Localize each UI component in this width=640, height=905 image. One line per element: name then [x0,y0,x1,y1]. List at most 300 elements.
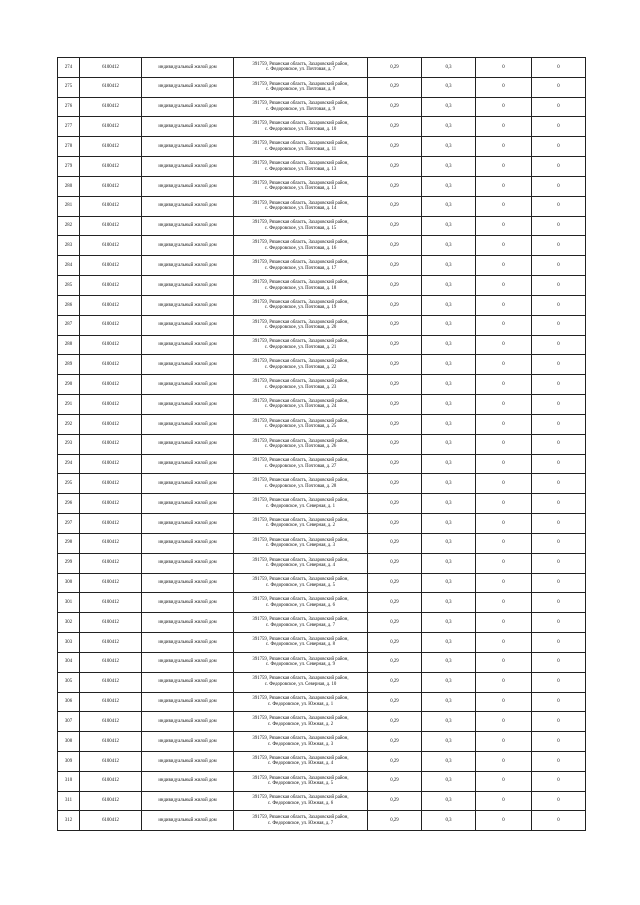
object-type-cell: индивидуальный жилой дом [142,811,234,831]
value-2-cell: 0,3 [422,236,476,256]
table-row [58,176,586,196]
object-type-cell: индивидуальный жилой дом [142,77,234,97]
address-line-region: 391759, Рязанская область, Захаровский район, [252,121,349,127]
value-4-cell: 0 [532,672,586,692]
object-type-cell: индивидуальный жилой дом [142,751,234,771]
address-line-region: 391759, Рязанская область, Захаровский район, [252,617,349,622]
value-4-cell: 0 [532,494,586,514]
value-1-cell: 0,29 [368,395,422,415]
address-cell [234,454,368,474]
table-row [58,276,586,296]
value-1-cell: 0,29 [368,514,422,534]
value-4-cell: 0 [532,474,586,494]
address-line-region: 391759, Рязанская область, Захаровский район, [252,438,349,444]
address-line-region: 391759, Рязанская область, Захаровский район, [252,636,349,642]
object-type-cell: индивидуальный жилой дом [142,117,234,137]
object-type-cell: индивидуальный жилой дом [142,633,234,653]
row-number-cell: 293 [58,434,80,454]
code-cell: 6100412 [80,454,142,474]
address-line-region: 391759, Рязанская область, Захаровский район, [252,537,349,543]
address-line-region: 391759, Рязанская область, Захаровский район, [252,359,349,365]
table-row [58,633,586,653]
value-3-cell: 0 [476,553,532,573]
address-line-region: 391759, Рязанская область, Захаровский район, [252,597,349,603]
object-type-cell: индивидуальный жилой дом [142,335,234,355]
address-cell [234,216,368,236]
object-type-cell: индивидуальный жилой дом [142,771,234,791]
code-cell: 6100412 [80,276,142,296]
value-2-cell: 0,3 [422,494,476,514]
table-row [58,295,586,315]
object-type-cell: индивидуальный жилой дом [142,454,234,474]
value-3-cell: 0 [476,692,532,712]
address-cell [234,117,368,137]
value-1-cell: 0,29 [368,791,422,811]
code-cell: 6100412 [80,672,142,692]
address-cell [234,236,368,256]
value-2-cell: 0,3 [422,375,476,395]
value-4-cell: 0 [532,157,586,177]
address-cell [234,652,368,672]
table-row [58,732,586,752]
value-1-cell: 0,29 [368,216,422,236]
value-4-cell: 0 [532,434,586,454]
code-cell: 6100412 [80,97,142,117]
object-type-cell: индивидуальный жилой дом [142,196,234,216]
code-cell: 6100412 [80,137,142,157]
address-line-region: 391759, Рязанская область, Захаровский район, [252,101,349,107]
address-line-street: с. Федоровское, ул. Почтовая, д. 25 [264,424,337,430]
address-cell [234,335,368,355]
value-4-cell: 0 [532,117,586,137]
value-3-cell: 0 [476,533,532,553]
row-number-cell: 282 [58,216,80,236]
address-cell [234,276,368,296]
address-line-street: с. Федоровское, ул. Почтовая, д. 14 [264,206,337,212]
value-4-cell: 0 [532,533,586,553]
object-type-cell: индивидуальный жилой дом [142,474,234,494]
address-line-street: с. Федоровское, ул. Южная, д. 6 [267,801,334,807]
row-number-cell: 312 [58,811,80,831]
address-line-street: с. Федоровское, ул. Почтовая, д. 8 [265,87,336,93]
code-cell: 6100412 [80,751,142,771]
value-4-cell: 0 [532,573,586,593]
value-1-cell: 0,29 [368,295,422,315]
address-line-street: с. Федоровское, ул. Северная, д. 6 [265,602,336,608]
value-1-cell: 0,29 [368,474,422,494]
address-line-street: с. Федоровское, ул. Почтовая, д. 15 [264,226,337,232]
table-row [58,77,586,97]
object-type-cell: индивидуальный жилой дом [142,315,234,335]
code-cell: 6100412 [80,335,142,355]
row-number-cell: 294 [58,454,80,474]
row-number-cell: 295 [58,474,80,494]
row-number-cell: 275 [58,77,80,97]
address-line-street: с. Федоровское, ул. Почтовая, д. 23 [264,384,337,390]
value-4-cell: 0 [532,414,586,434]
address-cell [234,553,368,573]
object-type-cell: индивидуальный жилой дом [142,712,234,732]
value-1-cell: 0,29 [368,494,422,514]
value-1-cell: 0,29 [368,236,422,256]
table-row [58,216,586,236]
value-2-cell: 0,3 [422,593,476,613]
address-line-street: с. Федоровское, ул. Северная, д. 1 [265,503,336,509]
code-cell: 6100412 [80,494,142,514]
object-type-cell: индивидуальный жилой дом [142,276,234,296]
row-number-cell: 290 [58,375,80,395]
code-cell: 6100412 [80,196,142,216]
address-cell [234,58,368,78]
row-number-cell: 292 [58,414,80,434]
value-3-cell: 0 [476,672,532,692]
address-line-street: с. Федоровское, ул. Почтовая, д. 11 [264,146,337,152]
address-line-region: 391759, Рязанская область, Захаровский район, [252,339,349,345]
code-cell: 6100412 [80,613,142,633]
address-line-region: 391759, Рязанская область, Захаровский район, [252,141,349,147]
address-cell [234,375,368,395]
address-line-region: 391759, Рязанская область, Захаровский район, [252,498,349,504]
value-3-cell: 0 [476,58,532,78]
value-1-cell: 0,29 [368,157,422,177]
address-cell [234,751,368,771]
address-line-street: с. Федоровское, ул. Северная, д. 4 [265,563,336,569]
value-1-cell: 0,29 [368,335,422,355]
value-2-cell: 0,3 [422,137,476,157]
address-cell [234,474,368,494]
address-cell [234,672,368,692]
row-number-cell: 279 [58,157,80,177]
object-type-cell: индивидуальный жилой дом [142,295,234,315]
row-number-cell: 277 [58,117,80,137]
object-type-cell: индивидуальный жилой дом [142,494,234,514]
value-3-cell: 0 [476,732,532,752]
value-3-cell: 0 [476,295,532,315]
table-row [58,256,586,276]
code-cell: 6100412 [80,77,142,97]
table-row [58,335,586,355]
code-cell: 6100412 [80,811,142,831]
table-row [58,712,586,732]
value-2-cell: 0,3 [422,573,476,593]
table-row [58,771,586,791]
value-2-cell: 0,3 [422,395,476,415]
value-3-cell: 0 [476,434,532,454]
address-cell [234,514,368,534]
value-1-cell: 0,29 [368,732,422,752]
object-type-cell: индивидуальный жилой дом [142,355,234,375]
address-line-street: с. Федоровское, ул. Южная, д. 4 [267,761,334,767]
address-line-region: 391759, Рязанская область, Захаровский район, [252,160,349,166]
value-1-cell: 0,29 [368,117,422,137]
object-type-cell: индивидуальный жилой дом [142,176,234,196]
value-3-cell: 0 [476,633,532,653]
value-1-cell: 0,29 [368,58,422,78]
value-3-cell: 0 [476,791,532,811]
value-1-cell: 0,29 [368,811,422,831]
value-2-cell: 0,3 [422,533,476,553]
value-4-cell: 0 [532,613,586,633]
code-cell: 6100412 [80,58,142,78]
value-1-cell: 0,29 [368,434,422,454]
value-2-cell: 0,3 [422,355,476,375]
value-2-cell: 0,3 [422,712,476,732]
value-2-cell: 0,3 [422,751,476,771]
code-cell: 6100412 [80,771,142,791]
row-number-cell: 299 [58,553,80,573]
row-number-cell: 305 [58,672,80,692]
address-cell [234,256,368,276]
table-row [58,157,586,177]
address-line-street: с. Федоровское, ул. Северная, д. 8 [265,642,336,648]
address-line-street: с. Федоровское, ул. Южная, д. 1 [267,701,334,707]
table-row [58,751,586,771]
address-cell [234,315,368,335]
address-line-region: 391759, Рязанская область, Захаровский район, [252,577,349,583]
code-cell: 6100412 [80,712,142,732]
object-type-cell: индивидуальный жилой дом [142,533,234,553]
value-1-cell: 0,29 [368,176,422,196]
row-number-cell: 286 [58,295,80,315]
value-2-cell: 0,3 [422,633,476,653]
registry-body [58,58,586,831]
address-line-street: с. Федоровское, ул. Почтовая, д. 9 [265,107,336,113]
value-1-cell: 0,29 [368,137,422,157]
table-row [58,137,586,157]
row-number-cell: 281 [58,196,80,216]
value-3-cell: 0 [476,474,532,494]
row-number-cell: 308 [58,732,80,752]
address-line-region: 391759, Рязанская область, Захаровский район, [252,398,349,404]
value-4-cell: 0 [532,58,586,78]
value-3-cell: 0 [476,751,532,771]
value-2-cell: 0,3 [422,196,476,216]
value-1-cell: 0,29 [368,553,422,573]
object-type-cell: индивидуальный жилой дом [142,672,234,692]
address-cell [234,295,368,315]
address-cell [234,196,368,216]
address-line-region: 391759, Рязанская область, Захаровский район, [252,696,349,702]
row-number-cell: 285 [58,276,80,296]
table-row [58,533,586,553]
row-number-cell: 291 [58,395,80,415]
value-4-cell: 0 [532,315,586,335]
value-3-cell: 0 [476,712,532,732]
table-row [58,196,586,216]
code-cell: 6100412 [80,434,142,454]
code-cell: 6100412 [80,533,142,553]
code-cell: 6100412 [80,593,142,613]
value-1-cell: 0,29 [368,355,422,375]
value-2-cell: 0,3 [422,276,476,296]
address-cell [234,355,368,375]
code-cell: 6100412 [80,355,142,375]
value-4-cell: 0 [532,97,586,117]
object-type-cell: индивидуальный жилой дом [142,732,234,752]
code-cell: 6100412 [80,375,142,395]
object-type-cell: индивидуальный жилой дом [142,256,234,276]
value-2-cell: 0,3 [422,732,476,752]
code-cell: 6100412 [80,236,142,256]
table-row [58,236,586,256]
value-1-cell: 0,29 [368,712,422,732]
value-2-cell: 0,3 [422,97,476,117]
value-1-cell: 0,29 [368,771,422,791]
value-1-cell: 0,29 [368,196,422,216]
value-4-cell: 0 [532,811,586,831]
code-cell: 6100412 [80,295,142,315]
address-line-region: 391759, Рязанская область, Захаровский район, [252,716,349,722]
code-cell: 6100412 [80,176,142,196]
address-cell [234,692,368,712]
value-2-cell: 0,3 [422,117,476,137]
object-type-cell: индивидуальный жилой дом [142,692,234,712]
table-row [58,434,586,454]
address-cell [234,791,368,811]
address-line-street: с. Федоровское, ул. Почтовая, д. 27 [264,463,337,469]
row-number-cell: 301 [58,593,80,613]
row-number-cell: 309 [58,751,80,771]
table-row [58,613,586,633]
row-number-cell: 300 [58,573,80,593]
address-line-street: с. Федоровское, ул. Северная, д. 3 [265,543,336,549]
address-line-street: с. Федоровское, ул. Южная, д. 7 [267,820,334,826]
value-4-cell: 0 [532,196,586,216]
address-line-street: с. Федоровское, ул. Почтовая, д. 26 [264,444,337,450]
value-1-cell: 0,29 [368,414,422,434]
row-number-cell: 304 [58,652,80,672]
address-line-region: 391759, Рязанская область, Захаровский район, [252,735,349,741]
value-2-cell: 0,3 [422,553,476,573]
address-line-street: с. Федоровское, ул. Почтовая, д. 13 [264,166,337,172]
address-cell [234,771,368,791]
address-cell [234,395,368,415]
object-type-cell: индивидуальный жилой дом [142,395,234,415]
code-cell: 6100412 [80,514,142,534]
object-type-cell: индивидуальный жилой дом [142,434,234,454]
address-line-street: с. Федоровское, ул. Северная, д. 7 [265,622,336,628]
value-1-cell: 0,29 [368,77,422,97]
address-line-street: с. Федоровское, ул. Северная, д. 9 [265,662,336,668]
value-1-cell: 0,29 [368,652,422,672]
row-number-cell: 297 [58,514,80,534]
address-line-street: с. Федоровское, ул. Северная, д. 2 [265,523,336,529]
value-2-cell: 0,3 [422,216,476,236]
object-type-cell: индивидуальный жилой дом [142,613,234,633]
row-number-cell: 298 [58,533,80,553]
row-number-cell: 311 [58,791,80,811]
code-cell: 6100412 [80,256,142,276]
table-row [58,395,586,415]
value-4-cell: 0 [532,593,586,613]
table-row [58,692,586,712]
value-4-cell: 0 [532,375,586,395]
address-line-street: с. Федоровское, ул. Почтовая, д. 16 [264,245,337,251]
address-line-region: 391759, Рязанская область, Захаровский район, [252,676,349,682]
table-row [58,414,586,434]
registry-table [57,57,586,831]
value-4-cell: 0 [532,692,586,712]
row-number-cell: 302 [58,613,80,633]
address-cell [234,732,368,752]
address-line-street: с. Федоровское, ул. Почтовая, д. 18 [264,285,337,291]
value-3-cell: 0 [476,454,532,474]
value-4-cell: 0 [532,335,586,355]
value-3-cell: 0 [476,652,532,672]
code-cell: 6100412 [80,395,142,415]
value-1-cell: 0,29 [368,97,422,117]
address-line-region: 391759, Рязанская область, Захаровский район, [252,180,349,186]
value-4-cell: 0 [532,176,586,196]
object-type-cell: индивидуальный жилой дом [142,652,234,672]
table-row [58,791,586,811]
table-row [58,573,586,593]
object-type-cell: индивидуальный жилой дом [142,216,234,236]
address-cell [234,593,368,613]
object-type-cell: индивидуальный жилой дом [142,414,234,434]
value-3-cell: 0 [476,97,532,117]
address-cell [234,811,368,831]
code-cell: 6100412 [80,315,142,335]
object-type-cell: индивидуальный жилой дом [142,137,234,157]
address-line-street: с. Федоровское, ул. Почтовая, д. 24 [264,404,337,410]
table-row [58,315,586,335]
value-1-cell: 0,29 [368,533,422,553]
value-2-cell: 0,3 [422,176,476,196]
value-3-cell: 0 [476,176,532,196]
value-1-cell: 0,29 [368,315,422,335]
value-2-cell: 0,3 [422,514,476,534]
value-3-cell: 0 [476,216,532,236]
value-1-cell: 0,29 [368,613,422,633]
value-1-cell: 0,29 [368,593,422,613]
value-3-cell: 0 [476,157,532,177]
value-3-cell: 0 [476,375,532,395]
address-line-region: 391759, Рязанская область, Захаровский район, [252,299,349,305]
object-type-cell: индивидуальный жилой дом [142,791,234,811]
value-2-cell: 0,3 [422,454,476,474]
address-line-street: с. Федоровское, ул. Почтовая, д. 28 [264,483,337,489]
table-row [58,117,586,137]
address-line-street: с. Федоровское, ул. Почтовая, д. 19 [264,305,337,311]
address-cell [234,157,368,177]
table-row [58,593,586,613]
object-type-cell: индивидуальный жилой дом [142,573,234,593]
value-2-cell: 0,3 [422,414,476,434]
value-3-cell: 0 [476,593,532,613]
object-type-cell: индивидуальный жилой дом [142,236,234,256]
address-line-street: с. Федоровское, ул. Южная, д. 5 [267,781,334,787]
value-3-cell: 0 [476,236,532,256]
value-3-cell: 0 [476,77,532,97]
code-cell: 6100412 [80,692,142,712]
address-line-region: 391759, Рязанская область, Захаровский район, [252,775,349,781]
value-2-cell: 0,3 [422,77,476,97]
row-number-cell: 306 [58,692,80,712]
value-3-cell: 0 [476,414,532,434]
value-3-cell: 0 [476,355,532,375]
address-line-region: 391759, Рязанская область, Захаровский район, [252,319,349,325]
row-number-cell: 303 [58,633,80,653]
address-cell [234,176,368,196]
value-4-cell: 0 [532,791,586,811]
table-row [58,811,586,831]
value-1-cell: 0,29 [368,256,422,276]
address-cell [234,533,368,553]
address-line-street: с. Федоровское, ул. Почтовая, д. 20 [264,325,337,331]
address-line-street: с. Федоровское, ул. Южная, д. 2 [267,721,334,727]
value-4-cell: 0 [532,216,586,236]
